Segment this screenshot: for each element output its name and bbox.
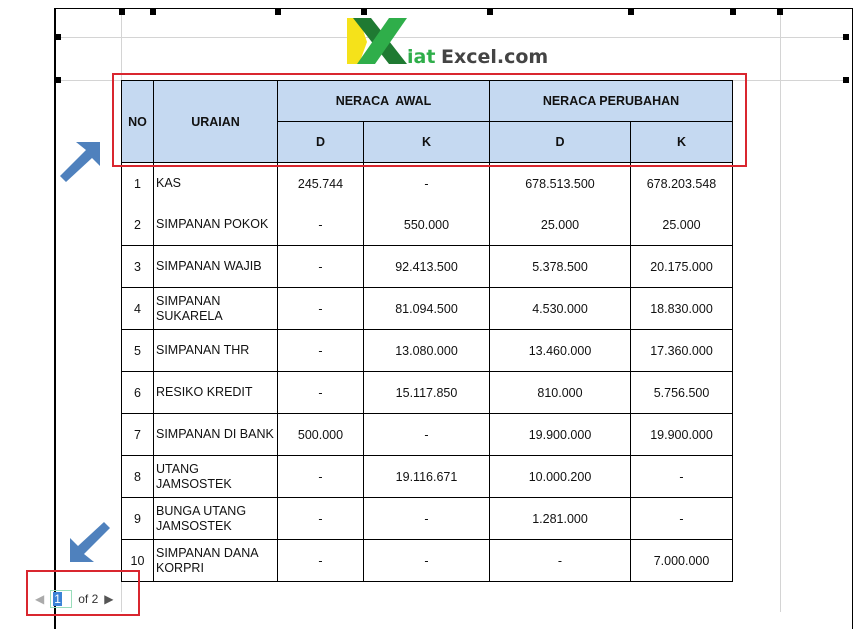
row-no[interactable]: 6 — [122, 372, 154, 414]
row-no[interactable]: 10 — [122, 540, 154, 582]
row-uraian[interactable]: SIMPANAN DI BANK — [154, 414, 278, 456]
page-number-input[interactable] — [50, 590, 72, 608]
row-perubahan-d[interactable]: 19.900.000 — [490, 414, 631, 456]
previous-page-icon[interactable]: ◀ — [35, 592, 45, 606]
header-neraca-perubahan: NERACA PERUBAHAN — [490, 81, 733, 122]
page-count: of 2 — [78, 592, 99, 606]
column-handle[interactable] — [361, 9, 367, 15]
row-perubahan-k[interactable]: 17.360.000 — [631, 330, 733, 372]
page-number-value: 1 — [54, 592, 61, 606]
row-awal-d[interactable]: - — [278, 246, 364, 288]
header-highlight-box — [112, 73, 747, 167]
row-uraian[interactable]: SIMPANAN THR — [154, 330, 278, 372]
row-awal-d[interactable]: - — [278, 498, 364, 540]
row-no[interactable]: 9 — [122, 498, 154, 540]
table-row — [122, 540, 733, 582]
row-perubahan-d[interactable]: 5.378.500 — [490, 246, 631, 288]
row-awal-k[interactable]: 15.117.850 — [364, 372, 490, 414]
row-awal-d[interactable]: - — [278, 456, 364, 498]
row-awal-k[interactable]: 550.000 — [364, 204, 490, 246]
row-uraian[interactable]: RESIKO KREDIT — [154, 372, 278, 414]
arrow-down-left-icon — [66, 520, 112, 566]
row-awal-k[interactable]: 92.413.500 — [364, 246, 490, 288]
row-perubahan-d[interactable]: - — [490, 540, 631, 582]
column-handle[interactable] — [150, 9, 156, 15]
row-perubahan-d[interactable]: 4.530.000 — [490, 288, 631, 330]
svg-text:Excel.com: Excel.com — [441, 46, 549, 68]
arrow-up-right-icon — [58, 138, 104, 184]
margin-handle[interactable] — [843, 34, 849, 40]
column-handle[interactable] — [275, 9, 281, 15]
table-row — [122, 414, 733, 456]
row-perubahan-d[interactable]: 10.000.200 — [490, 456, 631, 498]
row-awal-d[interactable]: - — [278, 372, 364, 414]
table-row — [122, 246, 733, 288]
row-no[interactable]: 1 — [122, 163, 154, 205]
header-uraian: URAIAN — [154, 81, 278, 163]
row-awal-d[interactable]: - — [278, 330, 364, 372]
row-uraian[interactable]: SIMPANAN WAJIB — [154, 246, 278, 288]
row-perubahan-k[interactable]: 7.000.000 — [631, 540, 733, 582]
header-perubahan-k: K — [631, 122, 733, 163]
row-awal-k[interactable]: - — [364, 498, 490, 540]
column-handle[interactable] — [119, 9, 125, 15]
margin-handle[interactable] — [55, 34, 61, 40]
header-awal-k: K — [364, 122, 490, 163]
table-row — [122, 456, 733, 498]
row-uraian[interactable]: BUNGA UTANG JAMSOSTEK — [154, 498, 278, 540]
row-awal-k[interactable]: 81.094.500 — [364, 288, 490, 330]
row-perubahan-d[interactable]: 678.513.500 — [490, 163, 631, 205]
header-no: NO — [122, 81, 154, 163]
column-handle[interactable] — [777, 9, 783, 15]
row-uraian[interactable]: SIMPANAN DANA KORPRI — [154, 540, 278, 582]
table-row — [122, 163, 733, 205]
row-awal-k[interactable]: - — [364, 414, 490, 456]
row-perubahan-d[interactable]: 1.281.000 — [490, 498, 631, 540]
row-uraian[interactable]: UTANG JAMSOSTEK — [154, 456, 278, 498]
row-awal-k[interactable]: 13.080.000 — [364, 330, 490, 372]
row-perubahan-k[interactable]: 678.203.548 — [631, 163, 733, 205]
header-neraca-awal: NERACA AWAL — [278, 81, 490, 122]
next-page-icon[interactable]: ▶ — [104, 592, 114, 606]
table-row — [122, 372, 733, 414]
row-awal-k[interactable]: 19.116.671 — [364, 456, 490, 498]
margin-handle[interactable] — [55, 77, 61, 83]
row-uraian[interactable]: SIMPANAN SUKARELA — [154, 288, 278, 330]
row-awal-k[interactable]: - — [364, 163, 490, 205]
row-perubahan-d[interactable]: 810.000 — [490, 372, 631, 414]
table-row — [122, 330, 733, 372]
table-row — [122, 288, 733, 330]
margin-handle[interactable] — [843, 77, 849, 83]
row-awal-k[interactable]: - — [364, 540, 490, 582]
row-no[interactable]: 4 — [122, 288, 154, 330]
row-awal-d[interactable]: 245.744 — [278, 163, 364, 205]
row-perubahan-k[interactable]: - — [631, 456, 733, 498]
row-perubahan-k[interactable]: - — [631, 498, 733, 540]
row-awal-d[interactable]: - — [278, 540, 364, 582]
page-navigator — [35, 590, 113, 608]
table-row — [122, 498, 733, 540]
row-awal-d[interactable]: - — [278, 204, 364, 246]
column-handle[interactable] — [628, 9, 634, 15]
row-perubahan-k[interactable]: 20.175.000 — [631, 246, 733, 288]
row-perubahan-d[interactable]: 25.000 — [490, 204, 631, 246]
row-uraian[interactable]: KAS — [154, 163, 278, 205]
table-row — [122, 204, 733, 246]
svg-text:iat: iat — [407, 46, 436, 68]
row-no[interactable]: 5 — [122, 330, 154, 372]
row-awal-d[interactable]: 500.000 — [278, 414, 364, 456]
header-awal-d: D — [278, 122, 364, 163]
column-handle[interactable] — [730, 9, 736, 15]
row-no[interactable]: 8 — [122, 456, 154, 498]
row-perubahan-k[interactable]: 19.900.000 — [631, 414, 733, 456]
row-no[interactable]: 2 — [122, 204, 154, 246]
row-no[interactable]: 3 — [122, 246, 154, 288]
row-uraian[interactable]: SIMPANAN POKOK — [154, 204, 278, 246]
watermark-logo — [345, 16, 549, 73]
row-perubahan-k[interactable]: 25.000 — [631, 204, 733, 246]
row-awal-d[interactable]: - — [278, 288, 364, 330]
row-perubahan-k[interactable]: 5.756.500 — [631, 372, 733, 414]
row-perubahan-k[interactable]: 18.830.000 — [631, 288, 733, 330]
margin-line-right[interactable] — [780, 9, 781, 612]
row-no[interactable]: 7 — [122, 414, 154, 456]
column-handle[interactable] — [487, 9, 493, 15]
header-perubahan-d: D — [490, 122, 631, 163]
row-perubahan-d[interactable]: 13.460.000 — [490, 330, 631, 372]
